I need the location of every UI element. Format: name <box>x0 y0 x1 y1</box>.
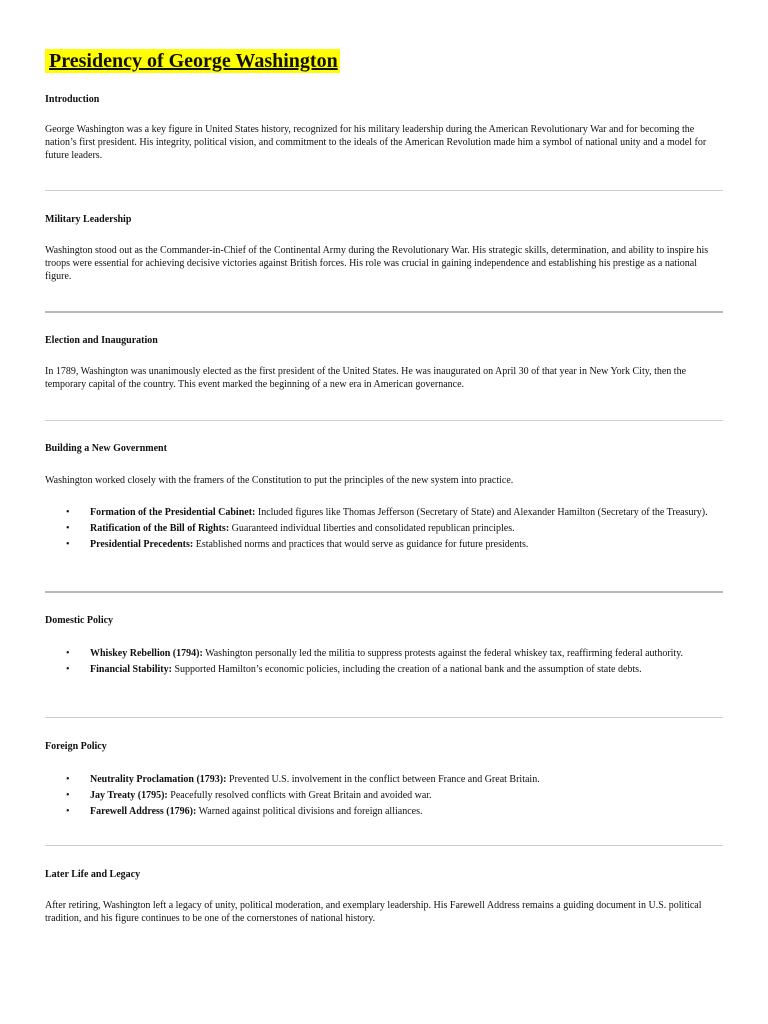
section-legacy-body <box>45 899 723 925</box>
list-item-text: Established norms and practices that would serve as guidance for future presidents. <box>193 539 529 550</box>
divider <box>45 591 723 593</box>
section-heading: Domestic Policy <box>45 615 114 626</box>
section-government <box>45 443 723 455</box>
divider <box>45 420 723 421</box>
bullet-icon: • <box>66 648 70 659</box>
section-heading: Foreign Policy <box>45 741 107 752</box>
section-military <box>45 214 723 226</box>
section-government-list <box>45 506 723 554</box>
list-item <box>45 805 723 818</box>
section-military-body <box>45 244 723 283</box>
section-paragraph: Washington worked closely with the framers of the Constitution to put the principles of the new system into practice. <box>45 475 514 486</box>
list-item-text: Supported Hamilton’s economic policies, including the creation of a national bank and the assumption of state debts. <box>171 664 642 675</box>
bullet-list <box>45 647 723 676</box>
divider <box>45 190 723 191</box>
section-introduction <box>45 94 723 106</box>
bullet-icon: • <box>66 539 70 550</box>
section-election-body <box>45 365 723 391</box>
section-domestic <box>45 615 723 627</box>
section-heading: Introduction <box>45 94 100 105</box>
list-item-label: Whiskey Rebellion (1794): <box>90 648 203 659</box>
section-domestic-list <box>45 647 723 679</box>
list-item-label: Ratification of the Bill of Rights: <box>90 523 230 534</box>
list-item <box>45 647 723 660</box>
section-heading: Later Life and Legacy <box>45 869 141 880</box>
section-foreign-list <box>45 773 723 821</box>
list-item-text: Included figures like Thomas Jefferson (Secretary of State) and Alexander Hamilton (Secretary of the Treasury). <box>255 507 708 518</box>
list-item-text: Guaranteed individual liberties and consolidated republican principles. <box>229 523 515 534</box>
divider <box>45 717 723 718</box>
divider <box>45 311 723 313</box>
title-wrap <box>45 49 340 73</box>
list-item-label: Financial Stability: <box>90 664 172 675</box>
list-item <box>45 506 723 519</box>
bullet-icon: • <box>66 507 70 518</box>
bullet-icon: • <box>66 523 70 534</box>
section-heading: Military Leadership <box>45 214 132 225</box>
list-item <box>45 538 723 551</box>
list-item <box>45 773 723 786</box>
bullet-icon: • <box>66 790 70 801</box>
section-government-body <box>45 474 723 487</box>
list-item-text: Warned against political divisions and foreign alliances. <box>196 806 423 817</box>
list-item-text: Prevented U.S. involvement in the conflict between France and Great Britain. <box>226 774 540 785</box>
bullet-icon: • <box>66 806 70 817</box>
section-foreign <box>45 741 723 753</box>
list-item-label: Neutrality Proclamation (1793): <box>90 774 227 785</box>
list-item-label: Formation of the Presidential Cabinet: <box>90 507 256 518</box>
list-item <box>45 789 723 802</box>
list-item-label: Presidential Precedents: <box>90 539 194 550</box>
section-paragraph: George Washington was a key figure in United States history, recognized for his military leadership during the American Revolutionary War and for becoming the nation’s first president. His integrity, political vision, and commitment to the ideals of the American Revolution made him a symbol of national unity and a model for future leaders. <box>45 124 707 161</box>
list-item <box>45 663 723 676</box>
bullet-list <box>45 773 723 818</box>
divider <box>45 845 723 846</box>
section-heading: Election and Inauguration <box>45 335 158 346</box>
list-item-label: Farewell Address (1796): <box>90 806 197 817</box>
section-paragraph: In 1789, Washington was unanimously elected as the first president of the United States. He was inaugurated on April 30 of that year in New York City, then the temporary capital of the country. This event marked the beginning of a new era in American governance. <box>45 366 687 390</box>
section-introduction-body <box>45 123 723 162</box>
list-item-label: Jay Treaty (1795): <box>90 790 168 801</box>
section-legacy <box>45 869 723 881</box>
list-item-text: Peacefully resolved conflicts with Great Britain and avoided war. <box>167 790 432 801</box>
list-item-text: Washington personally led the militia to suppress protests against the federal whiskey tax, reaffirming federal authority. <box>202 648 684 659</box>
bullet-icon: • <box>66 664 70 675</box>
section-paragraph: Washington stood out as the Commander-in-Chief of the Continental Army during the Revolutionary War. His strategic skills, determination, and ability to inspire his troops were essential for achieving decisive victories against British forces. His role was crucial in gaining independence and establishing his prestige as a national figure. <box>45 245 709 282</box>
bullet-icon: • <box>66 774 70 785</box>
section-heading: Building a New Government <box>45 443 167 454</box>
section-paragraph: After retiring, Washington left a legacy of unity, political moderation, and exemplary leadership. His Farewell Address remains a guiding document in U.S. political tradition, and his figure continues to be one of the cornerstones of national history. <box>45 900 702 924</box>
page-title: Presidency of George Washington <box>45 49 340 73</box>
section-election <box>45 335 723 347</box>
bullet-list <box>45 506 723 551</box>
list-item <box>45 522 723 535</box>
